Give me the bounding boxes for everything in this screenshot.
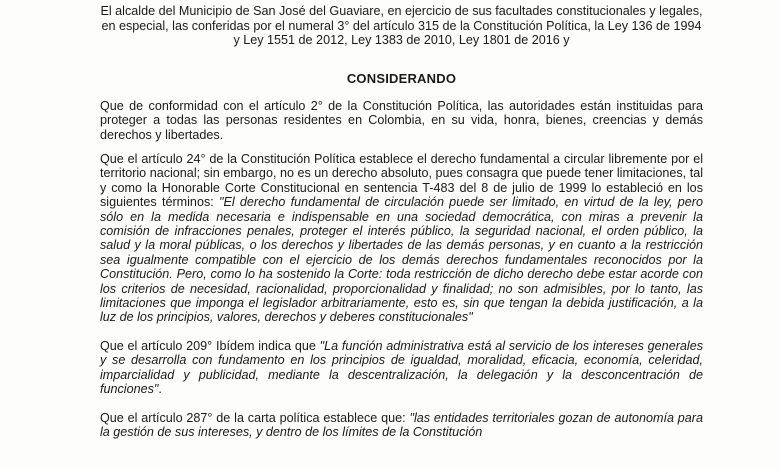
- paragraph-text: Que el artículo 24° de la Constitución Política establece el derecho fundamental a circular libremente por el territorio nacional; sin embargo, no es un derecho absoluto, pues consagra que puede tener limitaciones, tal y como la Honorable Corte Constitucional en sentencia T-483 del 8 de julio de 1999 lo estableció en los siguientes términos:: [100, 152, 703, 210]
- intro-paragraph: El alcalde del Municipio de San José del Guaviare, en ejercicio de sus facultades constitucionales y legales, en especial, las conferidas por el numeral 3° del artículo 315 de la Constitución Política, la Ley 136 de 1994 y Ley 1551 de 2012, Ley 1383 de 2010, Ley 1801 de 2016 y: [100, 4, 703, 48]
- section-heading: CONSIDERANDO: [346, 70, 457, 86]
- paragraph-quote: "las entidades territoriales gozan de autonomía para la gestión de sus intereses, y dentro de los límites de la Constitución: [100, 410, 704, 439]
- paragraph-end: .: [158, 382, 162, 397]
- paragraph-article-24: [100, 152, 703, 325]
- paragraph-text: Que de conformidad con el artículo 2° de la Constitución Política, las autoridades están instituidas para proteger a todas las personas residentes en Colombia, en su vida, honra, bienes, creencias y demás derechos y libertades.: [100, 98, 703, 142]
- paragraph-text: Que el artículo 209° Ibídem indica que: [100, 338, 320, 353]
- paragraph-quote: "La función administrativa está al servicio de los intereses generales y se desarrolla con fundamento en los principios de igualdad, moralidad, eficacia, economía, celeridad, imparcialidad y publicidad, mediante la descentralización, la delegación y la desconcentración de funciones": [100, 338, 703, 397]
- paragraph-article-209: [100, 339, 703, 397]
- document-page: [100, 4, 703, 449]
- paragraph-article-287: [100, 411, 703, 440]
- paragraph-article-2: [100, 99, 703, 142]
- paragraph-text: Que el artículo 287° de la carta política establece que:: [100, 410, 410, 425]
- paragraph-quote: "El derecho fundamental de circulación puede ser limitado, en virtud de la ley, pero sólo en la medida necesaria e indispensable en una sociedad democrática, con miras a prevenir la comisión de infracciones penales, proteger el interés público, la seguridad nacional, el orden público, la salud y la moral públicas, o los derechos y libertades de las demás personas, y en cuanto a la restricción sea igualmente compatible con el ejercicio de los demás derechos fundamentales reconocidos por la Constitución. Pero, como lo ha sostenido la Corte: toda restricción de dicho derecho debe estar acorde con los criterios de necesidad, racionalidad, proporcionalidad y finalidad; no son admisibles, por lo tanto, las limitaciones que imponga el legislador arbitrariamente, esto es, sin que tengan la debida justificación, a la luz de los principios, valores, derechos y deberes constitucionales": [100, 195, 704, 325]
